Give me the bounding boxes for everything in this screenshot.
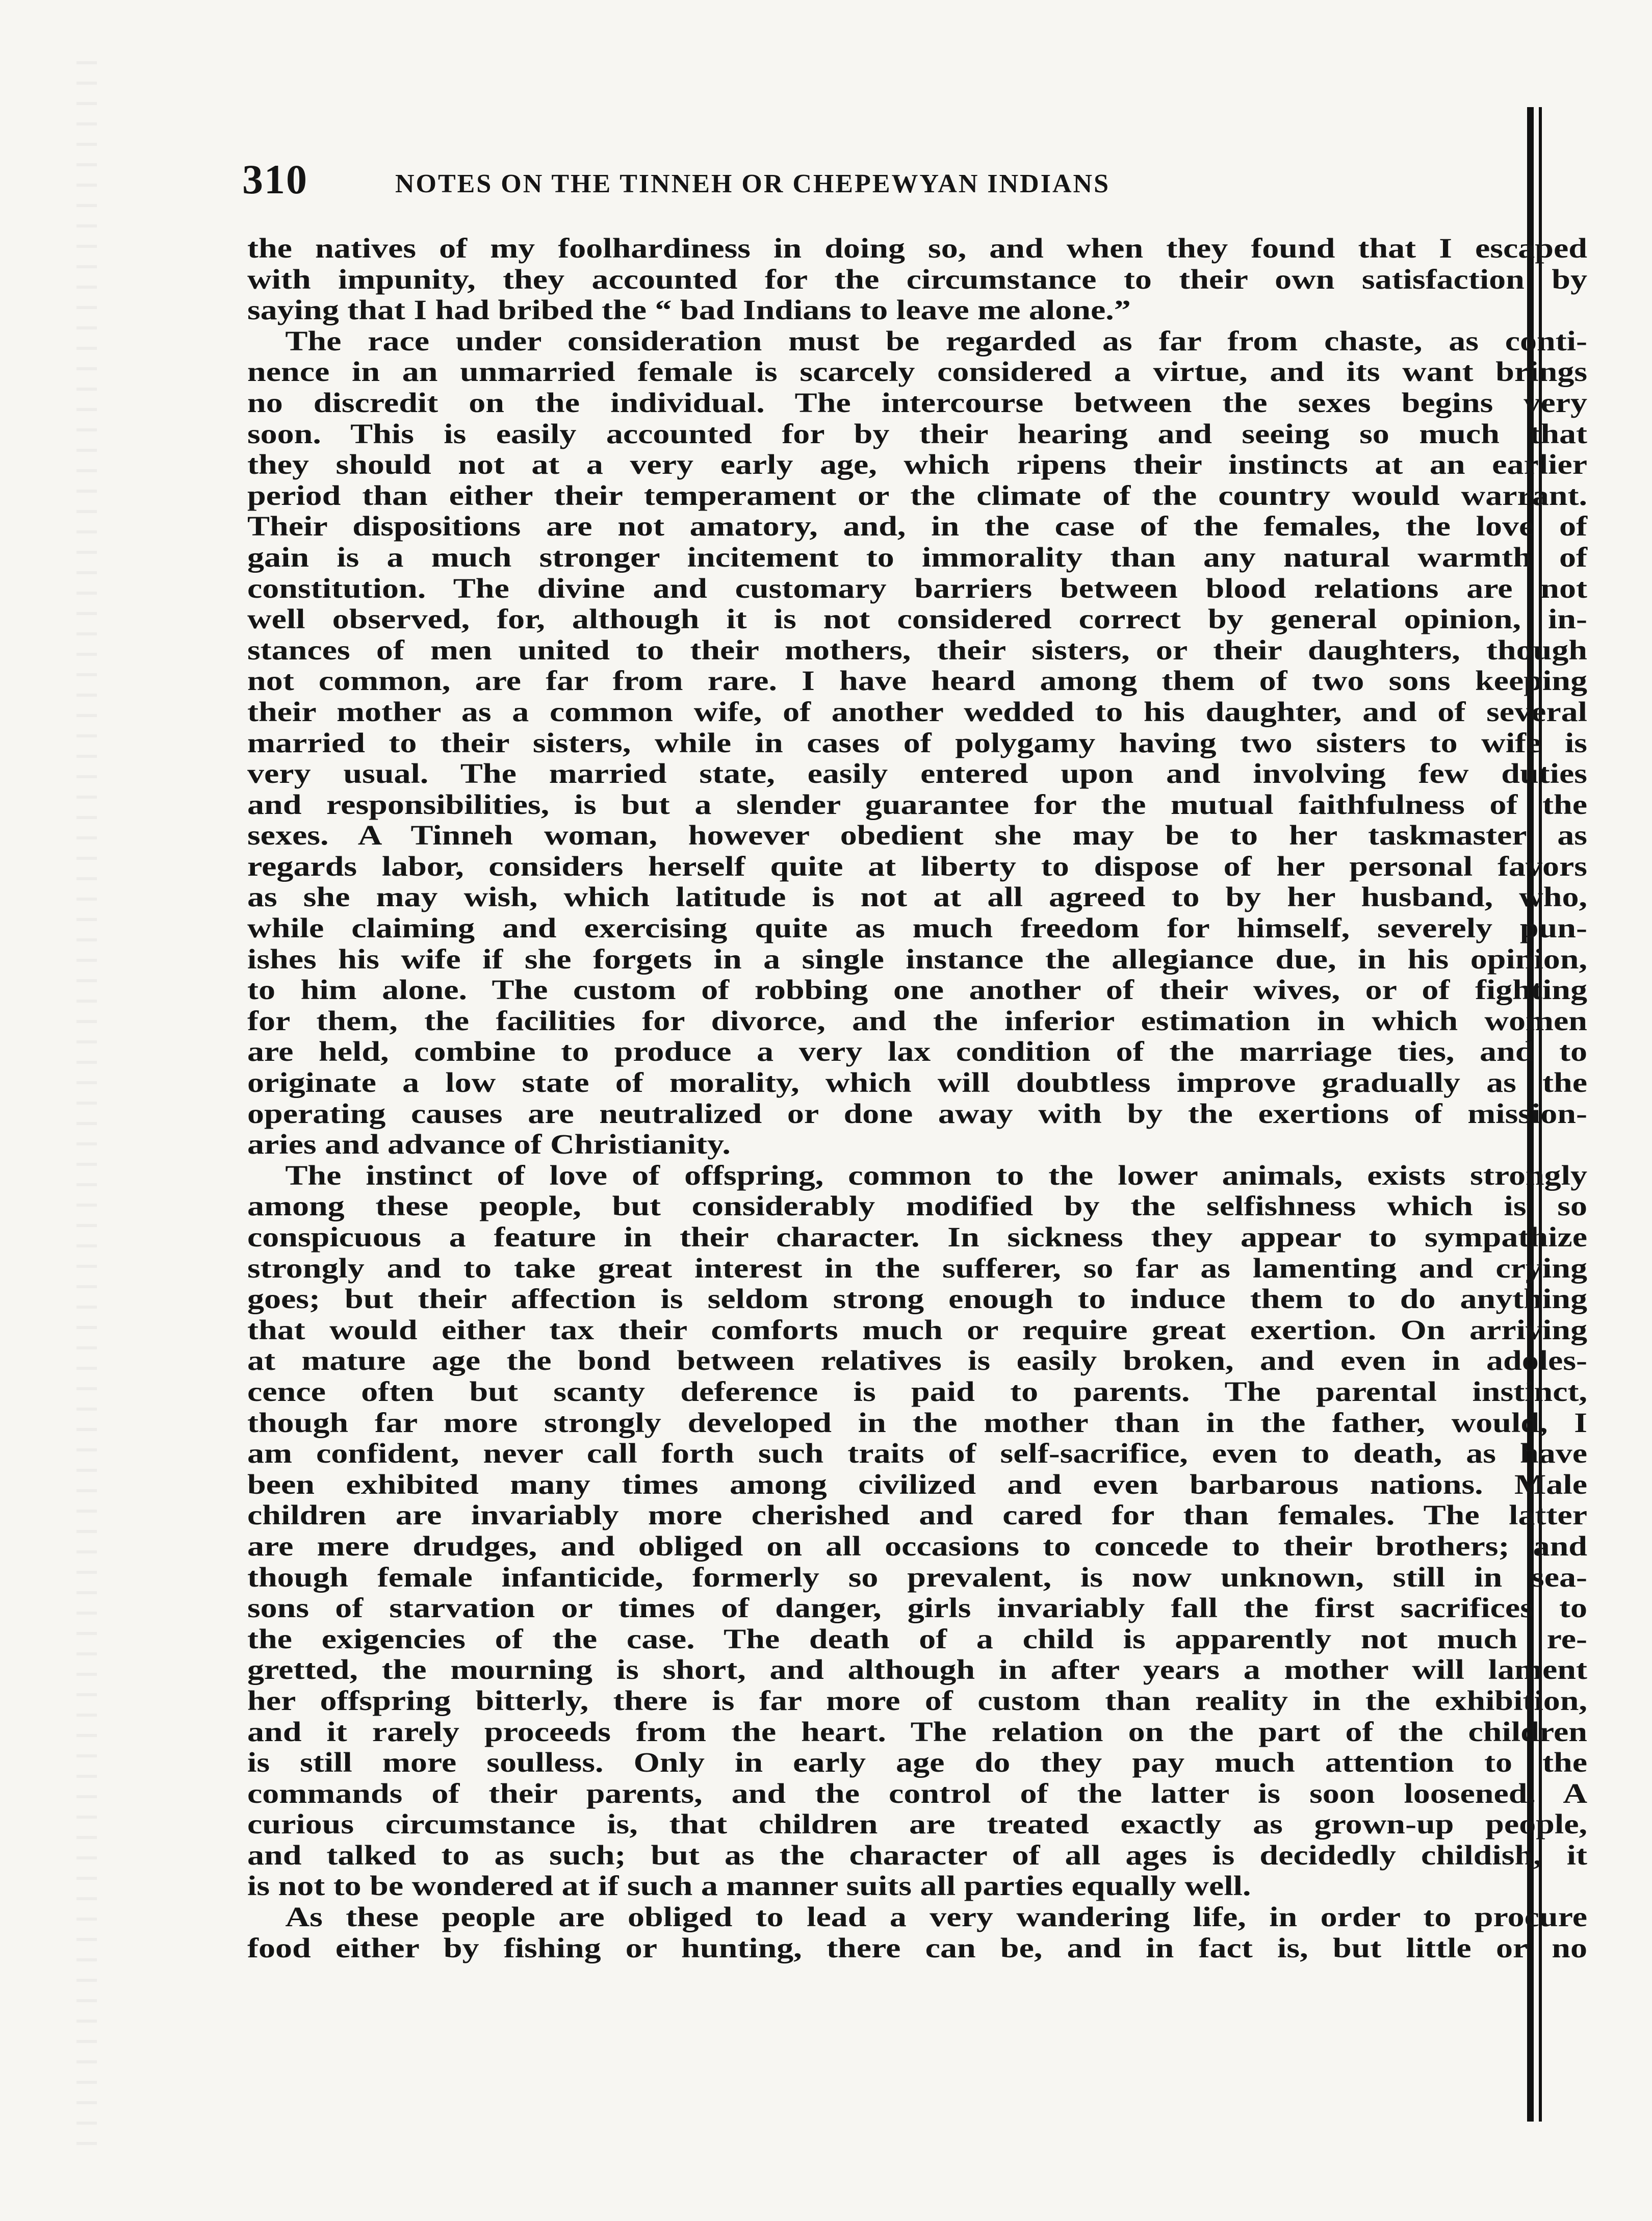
page-number: 310 (242, 156, 308, 202)
text-line: well observed, for, although it is not considered correct by general opinion, in- (247, 603, 1587, 635)
text-line: their mother as a common wife, of another wedded to his daughter, and of several (247, 696, 1587, 727)
text-line: as she may wish, which latitude is not at all agreed to by her husband, who, (247, 881, 1587, 913)
text-line: gain is a much stronger incitement to immorality than any natural warmth of (247, 541, 1587, 573)
text-line: they should not at a very early age, which ripens their instincts at an earlier (247, 449, 1587, 480)
text-line: with impunity, they accounted for the circumstance to their own satisfaction by (247, 263, 1587, 295)
text-line: married to their sisters, while in cases of polygamy having two sisters to wife is (247, 727, 1587, 758)
text-line: her offspring bitterly, there is far more of custom than reality in the exhibition, (247, 1684, 1587, 1716)
paragraph-start-line: The instinct of love of offspring, common to the lower animals, exists strongly (285, 1159, 1588, 1191)
text-line: sons of starvation or times of danger, girls invariably fall the first sacrifices to (247, 1592, 1587, 1624)
text-line: among these people, but considerably modified by the selfishness which is so (247, 1190, 1587, 1222)
text-line: that would either tax their comforts much or require great exertion. On arriving (247, 1314, 1587, 1345)
text-line: not common, are far from rare. I have heard among them of two sons keeping (247, 665, 1587, 697)
text-line: is not to be wondered at if such a manner suits all parties equally well. (247, 1870, 1251, 1902)
text-line: is still more soulless. Only in early age do they pay much attention to the (247, 1747, 1587, 1778)
text-line: nence in an unmarried female is scarcely considered a virtue, and its want brings (247, 356, 1587, 388)
text-line: and responsibilities, is but a slender guarantee for the mutual faithfulness of the (247, 788, 1587, 820)
text-line: strongly and to take great interest in the sufferer, so far as lamenting and crying (247, 1252, 1587, 1284)
paragraph-start-line: The race under consideration must be regarded as far from chaste, as conti- (285, 325, 1588, 356)
text-line: at mature age the bond between relatives is easily broken, and even in adoles- (247, 1345, 1587, 1376)
paragraph-start-line: As these people are obliged to lead a very wandering life, in order to procure (285, 1901, 1588, 1933)
text-line: food either by fishing or hunting, there can be, and in fact is, but little or no (247, 1932, 1587, 1963)
text-line: are mere drudges, and obliged on all occasions to concede to their brothers; and (247, 1530, 1587, 1562)
text-line: stances of men united to their mothers, their sisters, or their daughters, though (247, 634, 1587, 666)
text-line: aries and advance of Christianity. (247, 1129, 731, 1160)
text-line: the exigencies of the case. The death of a child is apparently not much re- (247, 1623, 1587, 1654)
text-line: commands of their parents, and the control of the latter is soon loosened. A (247, 1777, 1587, 1809)
running-head: NOTES ON THE TINNEH OR CHEPEWYAN INDIANS (395, 169, 1110, 198)
text-line: ishes his wife if she forgets in a single instance the allegiance due, in his opinion, (247, 943, 1587, 975)
body-text (247, 233, 1587, 1963)
text-line: curious circumstance is, that children are treated exactly as grown-up people, (247, 1808, 1587, 1840)
text-line: and it rarely proceeds from the heart. The relation on the part of the children (247, 1716, 1587, 1747)
page-header (242, 156, 1532, 207)
text-line: goes; but their affection is seldom strong enough to induce them to do anything (247, 1283, 1587, 1315)
text-line: gretted, the mourning is short, and although in after years a mother will lament (247, 1654, 1587, 1686)
text-line: Their dispositions are not amatory, and, in the case of the females, the love of (247, 510, 1587, 542)
text-line: conspicuous a feature in their character. In sickness they appear to sympathize (247, 1221, 1587, 1253)
text-line: while claiming and exercising quite as much freedom for himself, severely pun- (247, 912, 1587, 944)
text-line: cence often but scanty deference is paid to parents. The parental instinct, (247, 1375, 1587, 1407)
text-line: though female infanticide, formerly so prevalent, is now unknown, still in sea- (247, 1561, 1587, 1593)
text-line: for them, the facilities for divorce, and the inferior estimation in which women (247, 1005, 1587, 1036)
text-line: originate a low state of morality, which will doubtless improve gradually as the (247, 1067, 1587, 1099)
text-line: period than either their temperament or the climate of the country would warrant. (247, 479, 1587, 511)
text-line: no discredit on the individual. The intercourse between the sexes begins very (247, 387, 1587, 418)
text-line: operating causes are neutralized or done away with by the exertions of mission- (247, 1097, 1587, 1129)
text-line: though far more strongly developed in the mother than in the father, would, I (247, 1407, 1587, 1438)
scan-edge-shadow (76, 61, 97, 2152)
text-line: sexes. A Tinneh woman, however obedient she may be to her taskmaster as (247, 820, 1587, 851)
text-line: soon. This is easily accounted for by their hearing and seeing so much that (247, 418, 1587, 449)
text-line: saying that I had bribed the “ bad Indians to leave me alone.” (247, 294, 1131, 326)
text-line: been exhibited many times among civilized and even barbarous nations. Male (247, 1468, 1587, 1500)
text-line: constitution. The divine and customary barriers between blood relations are not (247, 572, 1587, 604)
text-line: and talked to as such; but as the character of all ages is decidedly childish, it (247, 1839, 1587, 1871)
text-line: children are invariably more cherished and cared for than females. The latter (247, 1499, 1587, 1531)
text-line: regards labor, considers herself quite at liberty to dispose of her personal favors (247, 850, 1587, 882)
text-line: am confident, never call forth such traits of self-sacrifice, even to death, as have (247, 1438, 1587, 1469)
text-line: the natives of my foolhardiness in doing so, and when they found that I escaped (247, 233, 1587, 264)
text-line: to him alone. The custom of robbing one another of their wives, or of fighting (247, 974, 1587, 1006)
text-line: are held, combine to produce a very lax condition of the marriage ties, and to (247, 1036, 1587, 1067)
text-line: very usual. The married state, easily entered upon and involving few duties (247, 758, 1587, 789)
